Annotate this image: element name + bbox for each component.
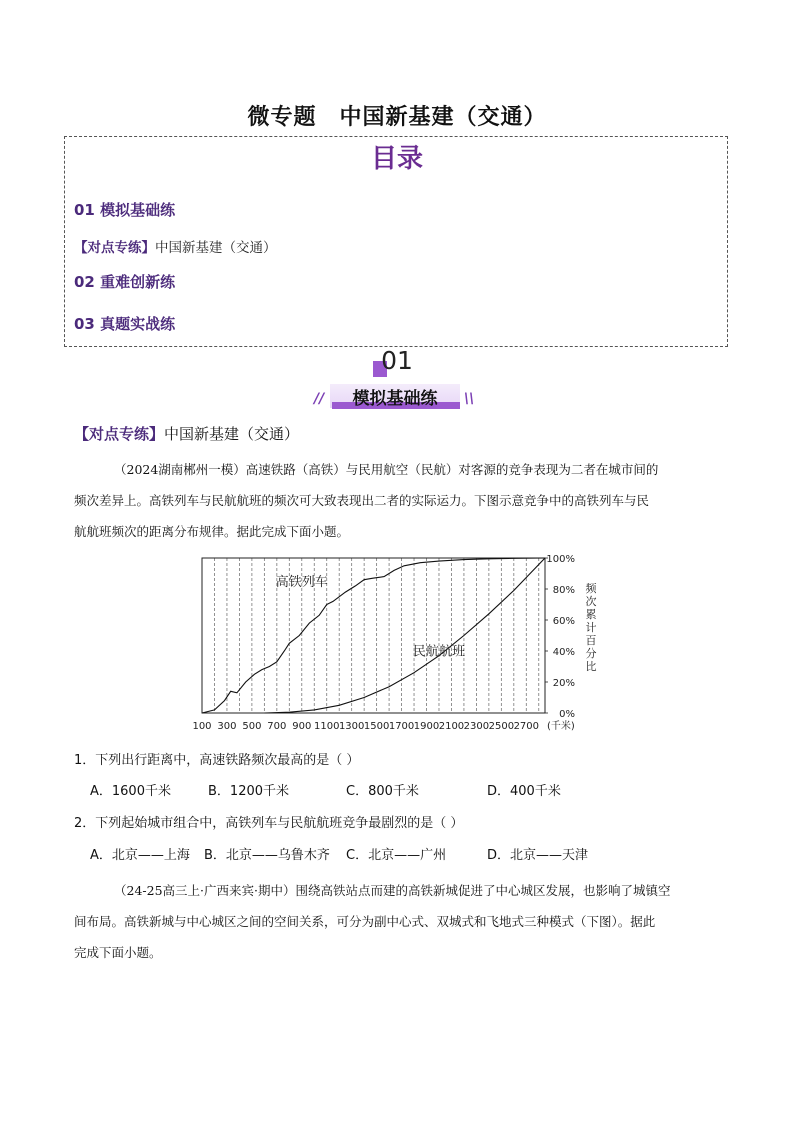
banner-slash-right: \\ — [464, 391, 475, 407]
toc-sub-text: 中国新基建（交通） — [155, 240, 277, 256]
question-2: 2．下列起始城市组合中，高铁列车与民航航班竞争最剧烈的是（ ） — [74, 816, 464, 831]
x-tick-label: 2500 — [488, 721, 515, 732]
y-tick-label: 0% — [559, 709, 575, 720]
x-tick-label: 2100 — [438, 721, 465, 732]
y-tick-label: 80% — [552, 585, 575, 596]
x-tick-label: 300 — [217, 721, 237, 732]
y-axis-label-char: 分 — [585, 647, 597, 660]
y-axis-label-char: 百 — [585, 634, 597, 647]
x-tick-label: 1900 — [413, 721, 440, 732]
q2-option-b[interactable]: B．北京——乌鲁木齐 — [204, 848, 330, 863]
q1-option-a[interactable]: A．1600千米 — [90, 784, 171, 799]
passage-2-line-2: 间布局。高铁新城与中心城区之间的空间关系，可分为副中心式、双城式和飞地式三种模式（下图）。据此 — [74, 914, 656, 929]
q2-option-c[interactable]: C．北京——广州 — [346, 848, 447, 863]
series-labels — [276, 574, 465, 660]
passage-1-line-1: （2024湖南郴州一模）高速铁路（高铁）与民用航空（民航）对客源的竞争表现为二者在城市间的 — [114, 462, 659, 477]
passage-2-line-1: （24-25高三上·广西来宾·期中）围绕高铁站点而建的高铁新城促进了中心城区发展，也影响了城镇空 — [114, 883, 671, 898]
series-line-1 — [202, 558, 545, 713]
passage-2-line-3: 完成下面小题。 — [74, 945, 162, 960]
toc-item-advanced[interactable]: 02 重难创新练 — [74, 273, 176, 291]
q1-option-d[interactable]: D．400千米 — [487, 784, 561, 799]
x-unit-label: (千米) — [547, 721, 575, 732]
section-number: 01 — [381, 346, 413, 375]
x-tick-label: 700 — [267, 721, 287, 732]
passage-1 — [74, 454, 722, 547]
x-tick-label: 1500 — [363, 721, 390, 732]
series-label-1: 高铁列车 — [275, 574, 328, 590]
y-tick-label: 20% — [552, 678, 575, 689]
series-label-2: 民航航班 — [412, 644, 465, 660]
question-1: 1．下列出行距离中，高速铁路频次最高的是（ ） — [74, 753, 360, 768]
y-tick-label: 40% — [552, 647, 575, 658]
q1-option-b[interactable]: B．1200千米 — [208, 784, 290, 799]
q1-option-c[interactable]: C．800千米 — [346, 784, 419, 799]
passage-1-line-3: 航航班频次的距离分布规律。据此完成下面小题。 — [74, 524, 350, 539]
x-tick-label: 1700 — [388, 721, 415, 732]
y-tick-labels — [545, 554, 575, 720]
y-tick-label: 60% — [552, 616, 575, 627]
plot-frame — [202, 558, 545, 713]
toc-item-basic[interactable]: 01 模拟基础练 — [74, 201, 176, 219]
x-tick-label: 500 — [242, 721, 262, 732]
section-banner-text: 模拟基础练 — [352, 389, 438, 409]
section-sub-bracket: 【对点专练】 — [74, 425, 165, 443]
x-tick-label: 1100 — [314, 721, 340, 732]
x-tick-label: 900 — [292, 721, 312, 732]
y-axis-label-char: 计 — [585, 621, 597, 634]
y-axis-label-char: 比 — [585, 660, 597, 673]
frequency-chart — [190, 552, 610, 737]
x-tick-label: 2300 — [463, 721, 490, 732]
x-tick-label: 1300 — [338, 721, 365, 732]
y-axis-label — [586, 581, 598, 673]
y-axis-label-char: 次 — [585, 595, 597, 608]
x-tick-labels — [192, 721, 539, 732]
x-tick-label: 100 — [192, 721, 212, 732]
chart-grid — [214, 558, 538, 713]
x-tick-label: 2700 — [513, 721, 540, 732]
q2-option-a[interactable]: A．北京——上海 — [90, 848, 190, 863]
section-subtitle — [74, 423, 299, 444]
toc-sub-item[interactable] — [74, 236, 277, 256]
y-axis-label-char: 累 — [585, 608, 597, 621]
y-axis-label-char: 频 — [585, 582, 597, 595]
series-lines — [202, 558, 545, 713]
toc-sub-bracket: 【对点专练】 — [74, 240, 155, 256]
y-tick-label: 100% — [546, 554, 575, 565]
banner-slash-left: // — [314, 391, 325, 407]
q2-option-d[interactable]: D．北京——天津 — [487, 848, 589, 863]
page-title: 微专题 中国新基建（交通） — [247, 105, 547, 130]
section-sub-text: 中国新基建（交通） — [164, 425, 300, 443]
toc-item-exam[interactable]: 03 真题实战练 — [74, 315, 176, 333]
passage-1-line-2: 频次差异上。高铁列车与民航航班的频次可大致表现出二者的实际运力。下图示意竞争中的高铁列车与民 — [74, 493, 650, 508]
toc-heading: 目录 — [370, 144, 423, 174]
passage-2 — [74, 875, 722, 968]
